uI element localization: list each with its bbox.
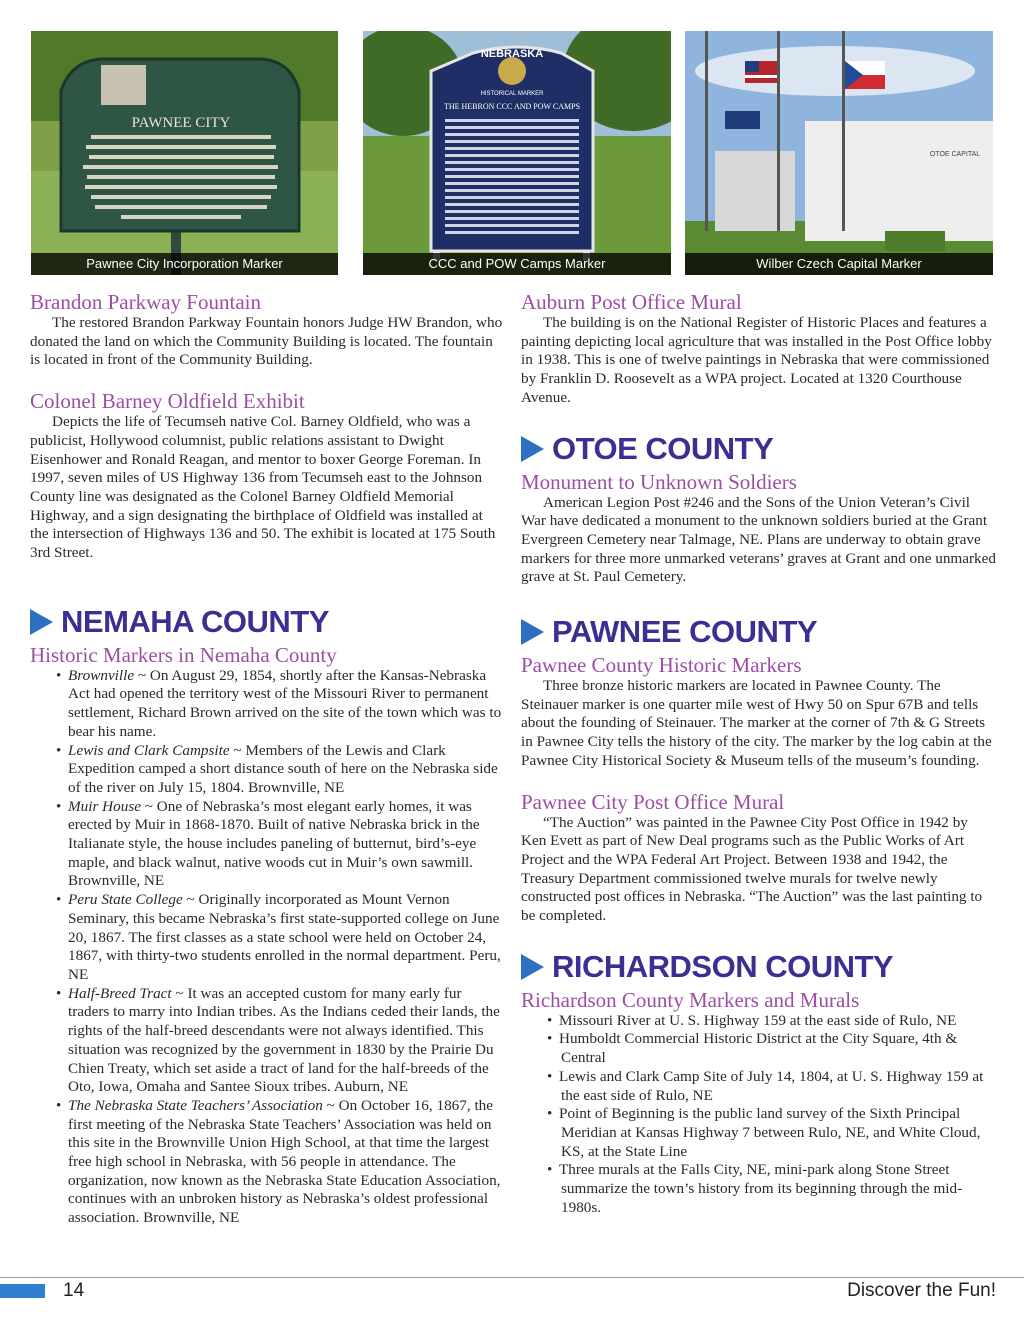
list-item: • The Nebraska State Teachers’ Association ~ On October 16, 1867, the first meeting of the Nebraska State Teachers’ Association was held on this site in the Brownville Union High School, at that time the largest free high school in Nebraska, with 56 people in attendance. The organization, now known as the Nebraska State Education Association, continues with an unbroken history as Nebraska’s oldest professional association. Brownville, NE [56, 1096, 501, 1227]
sign-title-text: PAWNEE CITY [131, 115, 231, 131]
richardson-marker-list [521, 1012, 996, 1218]
pawnee-mural-title: Pawnee City Post Office Mural [521, 789, 785, 814]
list-item: • Lewis and Clark Campsite ~ Members of the Lewis and Clark Expedition camped a short distance south of here on the Nebraska side of the river on July 15, 1804. Brownville, NE [56, 741, 498, 796]
otoe-title: Monument to Unknown Soldiers [521, 469, 797, 494]
nemaha-marker-list [30, 667, 505, 1228]
photo-pawnee-city-marker [31, 31, 338, 275]
otoe-text: American Legion Post #246 and the Sons of the Union Veteran’s Civil War have dedicated a monument to the unknown soldiers buried at the Grant Evergreen Cemetery near Talmage, NE. Plans are underway to obtain grave markers for three more unmarked veterans’ graves at Grant and one unmarked grave at St. Paul Cemetery. [521, 493, 996, 586]
brandon-title: Brandon Parkway Fountain [30, 290, 261, 314]
photo-caption: Wilber Czech Capital Marker [685, 253, 993, 275]
triangle-icon [521, 619, 544, 645]
photo-pawnee-city-image [31, 31, 338, 275]
triangle-icon [521, 436, 544, 462]
list-item: • Brownville ~ On August 29, 1854, shortly after the Kansas-Nebraska Act had opened the territory west of the Missouri River to permanent settlement, Richard Brown arrived on the site of the town which was to bear his name. [56, 666, 502, 740]
sign-title-text: OTOE CAPITAL [929, 151, 981, 158]
auburn-text: The building is on the National Register of Historic Places and features a painting depicting local agriculture that was installed in the Post Office lobby in 1938. This is one of twelve paintings in Nebraska that were commissioned by Franklin D. Roosevelt as a WPA project. Located at 1320 Courthouse Avenue. [521, 314, 992, 406]
list-item: • Lewis and Clark Camp Site of July 14, 1804, at U. S. Highway 159 at the east side of Rulo, NE [547, 1067, 984, 1104]
nemaha-title: Historic Markers in Nemaha County [30, 642, 337, 667]
pawnee-text: Three bronze historic markers are located in Pawnee County. The Steinauer marker is one quarter mile west of Hwy 50 on Spur 67B and tells about the founding of Steinauer. The marker at the corner of 7th & G Streets in Pawnee City tells the history of the city. The marker by the log cabin at the Pawnee City Historical Society & Museum tells of the museum’s founding. [521, 677, 992, 769]
page-number: 14 [63, 1280, 85, 1301]
county-name: NEMAHA COUNTY [61, 603, 329, 639]
left-column [30, 290, 505, 1228]
list-item: • Peru State College ~ Originally incorporated as Mount Vernon Seminary, this became Nebraska’s first state-supported college on June 20, 1867. The first classes as a state school were held on October 24, 1867, with thirty-two students enrolled in the normal department. Peru, NE [56, 891, 501, 983]
footer-divider [0, 1277, 1024, 1278]
list-item: • Half-Breed Tract ~ It was an accepted custom for many early fur traders to marry into Indian tribes. As the Indians ceded their lands, the rights of the half-breed descendants were not always identified. This situation was recognized by the government in 1830 by the Prairie Du Chien Treaty, which set aside a tract of land for the half-breeds of the Oto, Iowa, Omaha and Santee Sioux tribes. Auburn, NE [56, 984, 500, 1096]
sign-sub-text: HISTORICAL MARKER [480, 91, 544, 97]
photo-caption: CCC and POW Camps Marker [363, 253, 671, 275]
list-item: • Point of Beginning is the public land survey of the Sixth Principal Meridian at Kansas Highway 7 between Rulo, NE, and White Cloud, KS, at the State Line [547, 1105, 981, 1160]
county-name: OTOE COUNTY [552, 430, 774, 466]
brandon-text: The restored Brandon Parkway Fountain honors Judge HW Brandon, who donated the land on which the Community Building is located. The fountain is located in front of the Community Building. [30, 314, 503, 369]
list-item: • Three murals at the Falls City, NE, mini-park along Stone Street summarize the town’s history from its beginning through the mid-1980s. [547, 1161, 963, 1216]
auburn-title: Auburn Post Office Mural [521, 290, 742, 314]
county-name: PAWNEE COUNTY [552, 614, 818, 650]
list-item: • Humboldt Commercial Historic District at the City Square, 4th & Central [547, 1030, 958, 1067]
barney-text: Depicts the life of Tecumseh native Col. Barney Oldfield, who was a publicist, Hollywood columnist, public relations assistant to Dwight Eisenhower and Ronald Reagan, and mentor to boxer George Foreman. In 1997, seven miles of US Highway 136 from Tecumseh east to the Johnson County line was designated as the Colonel Barney Oldfield Memorial Highway, and a sign designating the birthplace of Oldfield was installed at the intersection of Highways 136 and 50. The exhibit is located at 175 South 3rd Street. [30, 413, 496, 562]
photo-caption: Pawnee City Incorporation Marker [31, 253, 338, 275]
photo-ccc-pow-marker [363, 31, 671, 275]
triangle-icon [30, 609, 53, 635]
sign-header-text: NEBRASKA [480, 48, 544, 60]
barney-title: Colonel Barney Oldfield Exhibit [30, 389, 305, 414]
list-item: • Muir House ~ One of Nebraska’s most elegant early homes, it was erected by Muir in 1868-1870. Built of native Nebraska brick in the Italianate style, the house includes paneling of butternut, bird’s-eye maple, and black walnut, native woods cut in Muir’s own sawmill. Brownville, NE [56, 797, 480, 890]
footer-tagline: Discover the Fun! [847, 1280, 996, 1301]
footer-accent-bar [0, 1284, 45, 1298]
photo-wilber-czech-marker [685, 31, 993, 275]
richardson-title: Richardson County Markers and Murals [521, 987, 860, 1012]
richardson-county-heading [521, 948, 996, 988]
pawnee-mural-text: “The Auction” was painted in the Pawnee City Post Office in 1942 by Ken Evett as part of New Deal programs such as the Public Works of Art Project and the WPA Federal Art Project. Between 1938 and 1942, the Treasury Department commissioned twelve murals for twelve newly constructed post offices in Nebraska. “The Auction” was the last painting to be completed. [521, 813, 983, 925]
photo-ccc-pow-image [363, 31, 671, 275]
otoe-county-heading [521, 430, 996, 470]
pawnee-title: Pawnee County Historic Markers [521, 653, 802, 678]
pawnee-county-heading [521, 613, 996, 653]
right-column [521, 290, 996, 1218]
nemaha-county-heading [30, 603, 505, 643]
list-item: • Missouri River at U. S. Highway 159 at the east side of Rulo, NE [547, 1011, 957, 1029]
county-name: RICHARDSON COUNTY [552, 948, 894, 984]
triangle-icon [521, 954, 544, 980]
sign-title-text: THE HEBRON CCC AND POW CAMPS [443, 102, 581, 111]
photo-wilber-czech-image [685, 31, 993, 275]
